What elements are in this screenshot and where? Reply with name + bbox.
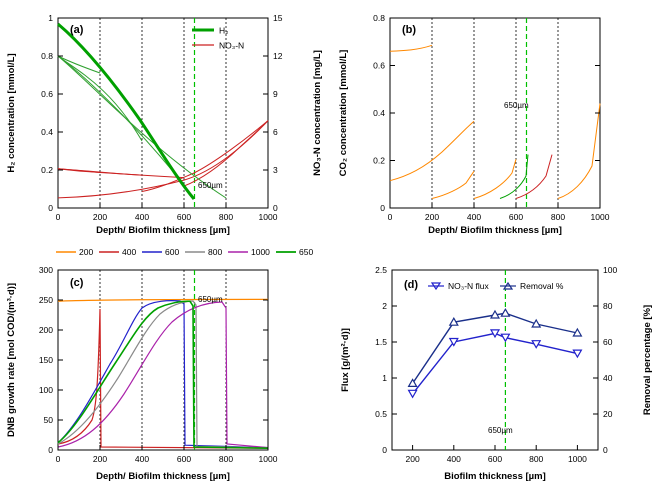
ytick-c-l1: 50 xyxy=(43,415,53,425)
ylabel-left-a: H₂ concentration [mmol/L] xyxy=(6,53,17,173)
xlabel-d: Biofilm thickness [µm] xyxy=(444,471,546,482)
panel-b xyxy=(332,0,663,236)
panel-tag-a: (a) xyxy=(70,24,84,36)
panel-a-svg xyxy=(0,0,332,236)
legend-label-c-200: 200 xyxy=(79,247,94,257)
ytick-c-l3: 150 xyxy=(38,355,53,365)
ytick-c-l0: 0 xyxy=(48,445,53,455)
ytick-c-l4: 200 xyxy=(38,325,53,335)
ytick-d-r2: 40 xyxy=(603,373,613,383)
xtick-a-3: 600 xyxy=(176,212,192,222)
xtick-b-2: 400 xyxy=(466,212,482,222)
xtick-b-0: 0 xyxy=(387,212,393,222)
ytick-b-l0: 0 xyxy=(380,203,385,213)
legend-label-c-400: 400 xyxy=(122,247,137,257)
ytick-a-r5: 15 xyxy=(273,13,283,23)
ytick-d-l1: 0.5 xyxy=(375,409,387,419)
ytick-d-r1: 20 xyxy=(603,409,613,419)
ylabel-left-d: Flux [g/(m²·d)] xyxy=(340,328,351,392)
ylabel-right-d: Removal percentage [%] xyxy=(642,304,653,416)
xtick-c-2: 400 xyxy=(134,454,150,464)
ytick-a-l5: 1 xyxy=(48,13,53,23)
xtick-b-5: 1000 xyxy=(590,212,610,222)
legend-label-no3n: NO₃-N xyxy=(219,40,245,51)
xtick-b-1: 200 xyxy=(424,212,440,222)
xtick-d-0: 200 xyxy=(405,454,420,464)
ytick-a-l2: 0.4 xyxy=(41,127,53,137)
xtick-c-3: 600 xyxy=(176,454,192,464)
ytick-d-r3: 60 xyxy=(603,337,613,347)
panel-c xyxy=(0,236,332,492)
legend-label-c-600: 600 xyxy=(165,247,180,257)
legend-label-removal: Removal % xyxy=(520,281,564,291)
xtick-c-1: 200 xyxy=(92,454,108,464)
ytick-a-r2: 6 xyxy=(273,127,278,137)
panel-tag-d: (d) xyxy=(404,279,419,291)
ytick-a-r1: 3 xyxy=(273,165,278,175)
xlabel-a: Depth/ Biofilm thickness [µm] xyxy=(96,225,230,236)
legend-label-flux: NO₃-N flux xyxy=(448,281,489,291)
xtick-a-2: 400 xyxy=(134,212,150,222)
ytick-a-r3: 9 xyxy=(273,89,278,99)
panel-a xyxy=(0,0,332,236)
ytick-c-l6: 300 xyxy=(38,265,53,275)
panel-tag-b: (b) xyxy=(402,24,417,36)
ylabel-right-a: NO₃-N concentration [mg/L] xyxy=(312,50,323,176)
xlabel-c: Depth/ Biofilm thickness [µm] xyxy=(96,471,230,482)
xtick-a-5: 1000 xyxy=(258,212,278,222)
plot-frame-d xyxy=(392,270,598,450)
ytick-a-r4: 12 xyxy=(273,51,283,61)
plot-frame-b xyxy=(390,18,600,208)
ylabel-left-c: DNB growth rate [mol COD/(m³·d)] xyxy=(6,282,17,438)
xtick-d-3: 800 xyxy=(529,454,544,464)
ytick-d-l4: 2 xyxy=(382,301,387,311)
ytick-d-r0: 0 xyxy=(603,445,608,455)
xtick-b-4: 800 xyxy=(550,212,566,222)
ytick-b-l4: 0.8 xyxy=(373,13,385,23)
ytick-d-r4: 80 xyxy=(603,301,613,311)
panel-d xyxy=(332,236,663,492)
legend-c xyxy=(56,247,313,257)
legend-label-c-650: 650 xyxy=(299,247,314,257)
xtick-d-4: 1000 xyxy=(567,454,587,464)
ytick-a-l0: 0 xyxy=(48,203,53,213)
panel-c-svg xyxy=(0,236,332,492)
ytick-b-l2: 0.4 xyxy=(373,108,385,118)
ytick-b-l1: 0.2 xyxy=(373,155,385,166)
legend-label-c-1000: 1000 xyxy=(251,247,270,257)
ytick-d-l5: 2.5 xyxy=(375,265,387,275)
ytick-a-r0: 0 xyxy=(273,203,278,213)
xtick-a-0: 0 xyxy=(55,212,61,222)
xtick-a-1: 200 xyxy=(92,212,108,222)
legend-label-h2: H₂ xyxy=(219,25,229,36)
panel-tag-c: (c) xyxy=(70,277,84,289)
xtick-c-5: 1000 xyxy=(258,454,278,464)
xlabel-b: Depth/ Biofilm thickness [µm] xyxy=(428,225,562,236)
ytick-d-l0: 0 xyxy=(382,445,387,455)
xtick-d-2: 600 xyxy=(487,454,503,464)
ylabel-left-b: CO₂ concentration [mmol/L] xyxy=(338,49,349,177)
annotation-650-d: 650µm xyxy=(488,426,513,435)
ytick-a-l1: 0.2 xyxy=(41,165,53,175)
ytick-c-l5: 250 xyxy=(38,295,53,305)
xtick-b-3: 600 xyxy=(508,212,524,222)
ytick-a-l3: 0.6 xyxy=(41,89,53,99)
ytick-d-l3: 1.5 xyxy=(375,337,387,347)
ytick-d-r5: 100 xyxy=(603,265,618,275)
annotation-650-a: 650µm xyxy=(198,181,223,190)
annotation-650-b: 650µm xyxy=(504,101,529,110)
annotation-650-c: 650µm xyxy=(198,295,223,304)
xtick-d-1: 400 xyxy=(446,454,461,464)
ytick-b-l3: 0.6 xyxy=(373,60,385,71)
panel-b-svg xyxy=(332,0,663,236)
ytick-a-l4: 0.8 xyxy=(41,51,53,61)
xtick-a-4: 800 xyxy=(218,212,234,222)
legend-label-c-800: 800 xyxy=(208,247,223,257)
ytick-d-l2: 1 xyxy=(382,373,387,383)
xtick-c-0: 0 xyxy=(55,454,61,464)
xtick-c-4: 800 xyxy=(218,454,234,464)
ytick-c-l2: 100 xyxy=(38,385,53,395)
panel-d-svg xyxy=(332,236,663,492)
